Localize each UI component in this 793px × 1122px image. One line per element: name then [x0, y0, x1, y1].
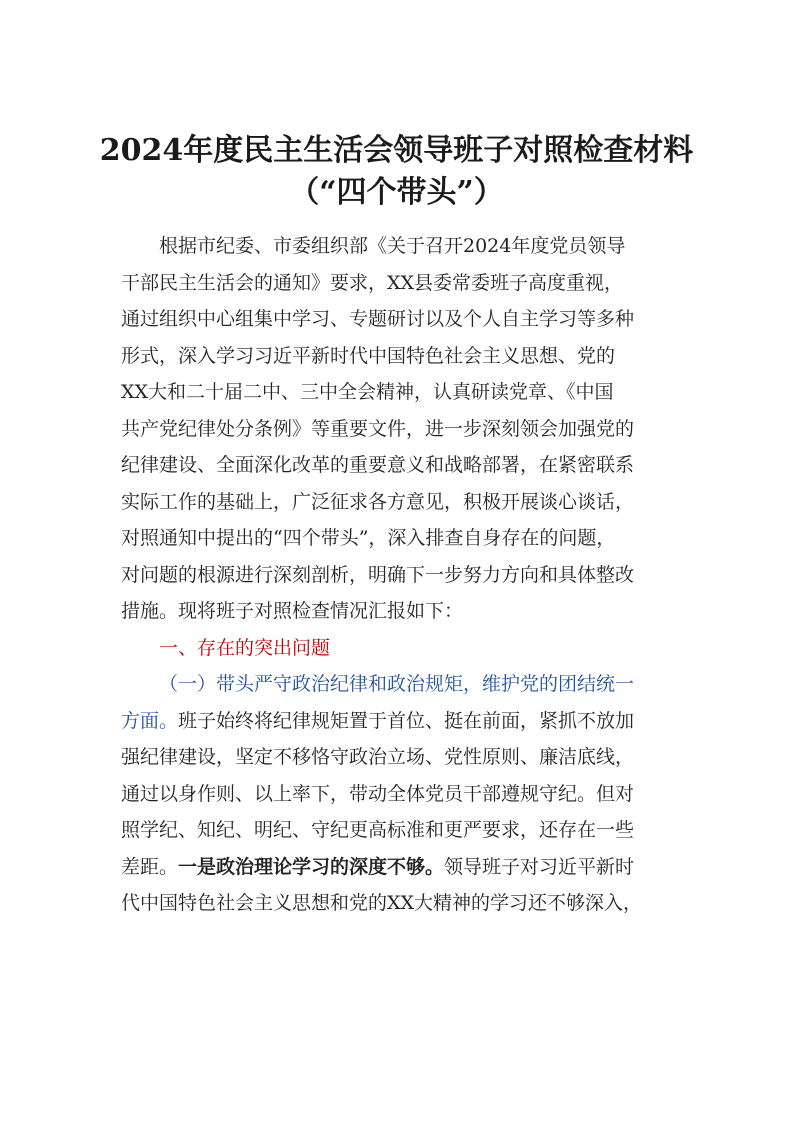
paragraph-line: 强纪律建设，坚定不移恪守政治立场、党性原则、廉洁底线，: [121, 746, 635, 768]
paragraph-line: XX大和二十届二中、三中全会精神，认真研读党章、《中国: [121, 381, 614, 403]
document-body: [121, 228, 681, 922]
document-title: 2024年度民主生活会领导班子对照检查材料: [99, 133, 694, 168]
subsection-heading-line: [121, 666, 681, 703]
paragraph-line: 共产党纪律处分条例》等重要文件，进一步深刻领会加强党的: [121, 417, 635, 440]
paragraph-line: [121, 703, 681, 740]
paragraph-line: 代中国特色社会主义思想和党的XX大精神的学习还不够深入，: [121, 892, 643, 914]
subsection-heading-1-end: 方面。: [121, 709, 179, 732]
paragraph-text: 班子始终将纪律规矩置于首位、挺在前面，紧抓不放加: [178, 709, 635, 732]
document-subtitle: （“四个带头”）: [289, 175, 504, 210]
paragraph-line: 根据市纪委、市委组织部《关于召开2024年度党员领导: [159, 235, 626, 257]
paragraph-line: 对照通知中提出的“四个带头”，深入排查自身存在的问题，: [121, 527, 616, 549]
paragraph-line: 照学纪、知纪、明纪、守纪更高标准和更严要求，还存在一些: [121, 819, 635, 841]
paragraph-line: 通过以身作则、以上率下，带动全体党员干部遵规守纪。但对: [121, 782, 635, 805]
paragraph-line: 干部民主生活会的通知》要求，XX县委常委班子高度重视，: [121, 271, 624, 294]
paragraph-line: 纪律建设、全面深化改革的重要意义和战略部署，在紧密联系: [121, 454, 635, 476]
paragraph-line: 措施。现将班子对照检查情况汇报如下：: [121, 600, 464, 622]
point-heading-1: 一是政治理论学习的深度不够。: [178, 855, 445, 878]
paragraph-line: 形式，深入学习习近平新时代中国特色社会主义思想、党的: [121, 344, 616, 367]
subsection-heading-1: （一）带头严守政治纪律和政治规矩，维护党的团结统一: [159, 673, 635, 695]
paragraph-line: 对问题的根源进行深刻剖析，明确下一步努力方向和具体整改: [121, 563, 635, 586]
paragraph-text: 差距。: [121, 855, 179, 878]
paragraph-line: 通过组织中心组集中学习、专题研讨以及个人自主学习等多种: [121, 308, 635, 330]
paragraph-line: [121, 849, 681, 886]
paragraph-text: 领导班子对习近平新时: [444, 855, 635, 878]
section-heading-1: 一、存在的突出问题: [159, 636, 331, 659]
paragraph-line: 实际工作的基础上，广泛征求各方意见，积极开展谈心谈话，: [121, 490, 635, 513]
